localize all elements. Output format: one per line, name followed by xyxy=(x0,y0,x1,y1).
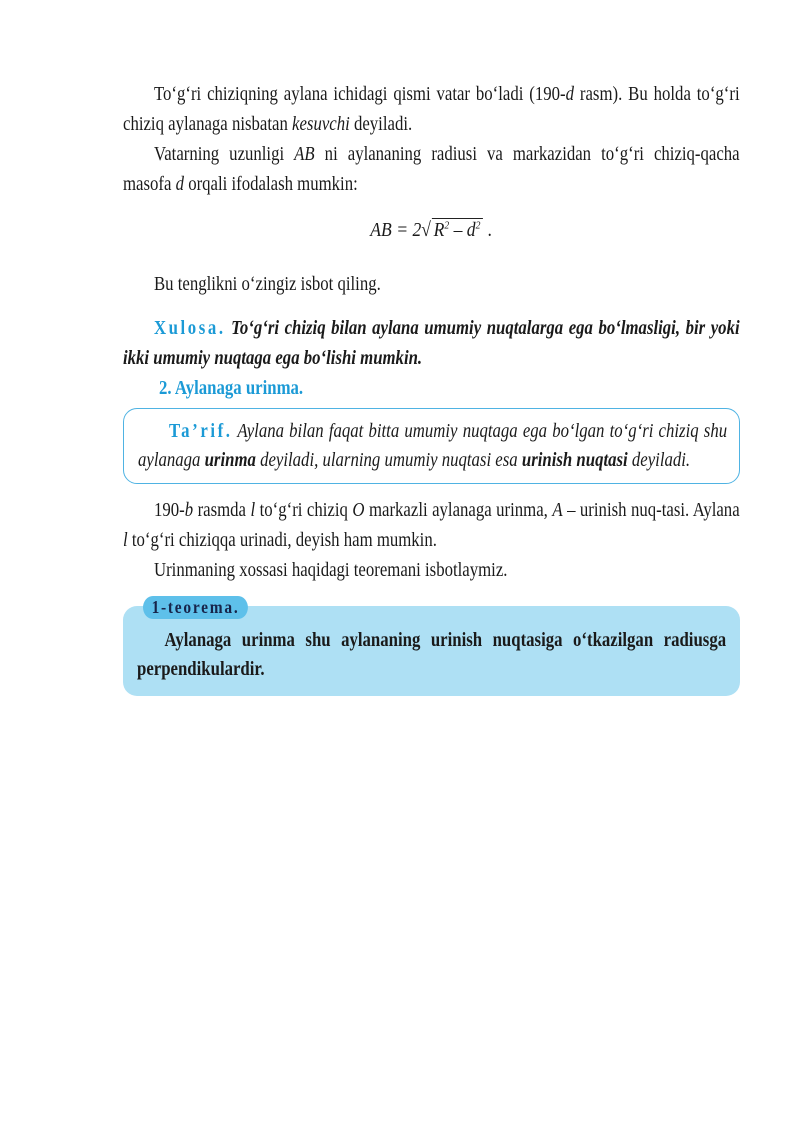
text-run: Aylana bilan faqat bitta umumiy nuqtaga ega bo‘lgan to‘g‘ri chiziq shu aylanaga xyxy=(138,421,728,471)
term-urinma: urinma xyxy=(204,450,256,471)
formula-minus: – xyxy=(449,219,468,241)
definition-label: Ta’rif. xyxy=(168,421,233,442)
text-run: d xyxy=(175,174,185,195)
text-run: Vatarning uzunligi xyxy=(153,144,295,165)
paragraph-tangent-example xyxy=(123,496,740,556)
section-heading: 2. Aylanaga urinma. xyxy=(159,378,304,399)
sqrt-radicand xyxy=(432,218,483,242)
formula-chord xyxy=(123,218,740,250)
text-run: orqali ifodalash mumkin: xyxy=(184,174,358,195)
paragraph-chord-length xyxy=(123,140,740,200)
theorem-box xyxy=(123,597,740,696)
conclusion xyxy=(123,314,740,374)
text-run: deyiladi. xyxy=(627,450,691,471)
formula-exp: 2 xyxy=(444,219,450,232)
sqrt-symbol: √ xyxy=(421,219,432,241)
text-run: l xyxy=(123,530,128,551)
formula-r: R xyxy=(434,219,445,241)
page-content xyxy=(123,80,740,696)
formula-exp: 2 xyxy=(475,219,481,232)
text-run: markazli aylanaga urinma, xyxy=(364,500,553,521)
term-urinish-nuqtasi: urinish nuqtasi xyxy=(521,450,628,471)
text-run: rasmda xyxy=(193,500,251,521)
text-run: ni aylananing radiusi va markazidan to‘g‘ri chiziq-qacha masofa xyxy=(123,144,740,195)
text-run: l xyxy=(250,500,256,521)
text-run: d xyxy=(565,84,575,105)
text-run: deyiladi, ularning umumiy nuqtasi esa xyxy=(255,450,522,471)
definition-box xyxy=(123,408,740,484)
formula-d: d xyxy=(467,219,476,241)
text-run: – urinish nuq-tasi. Aylana xyxy=(562,500,740,521)
text-run: To‘g‘ri chiziqning aylana ichidagi qismi vatar bo‘ladi (190- xyxy=(153,84,566,105)
definition-text xyxy=(138,417,727,475)
conclusion-text: To‘g‘ri chiziq bilan aylana umumiy nuqtalarga ega bo‘lmasligi, bir yoki ikki umumiy nuqtaga ega bo‘lishi mumkin. xyxy=(123,318,740,369)
text-run: deyiladi. xyxy=(349,114,413,135)
paragraph-secant xyxy=(123,80,740,140)
conclusion-label: Xulosa. xyxy=(153,318,226,339)
paragraph-prove: Bu tenglikni o‘zingiz isbot qiling. xyxy=(153,274,381,295)
text-run: AB xyxy=(294,144,315,165)
term-kesuvchi: kesuvchi xyxy=(292,114,350,135)
text-run: rasm). Bu holda to‘g‘ri chiziq aylanaga nisbatan xyxy=(123,84,740,135)
theorem-label: 1-teorema. xyxy=(143,596,248,619)
paragraph-theorem-intro: Urinmaning xossasi haqidagi teoremani isbotlaymiz. xyxy=(153,560,508,581)
text-run: 190- xyxy=(153,500,185,521)
text-run: O xyxy=(352,500,365,521)
theorem-text: Aylanaga urinma shu aylananing urinish nuqtasiga o‘tkazilgan radiusga perpendikulardir. xyxy=(137,630,727,680)
text-run: b xyxy=(184,500,194,521)
formula-lhs: AB = 2 xyxy=(370,219,422,241)
text-run: A xyxy=(552,500,563,521)
formula-end: . xyxy=(483,219,493,241)
text-run: to‘g‘ri chiziq xyxy=(255,500,353,521)
text-run: to‘g‘ri chiziqqa urinadi, deyish ham mumkin. xyxy=(127,530,437,551)
